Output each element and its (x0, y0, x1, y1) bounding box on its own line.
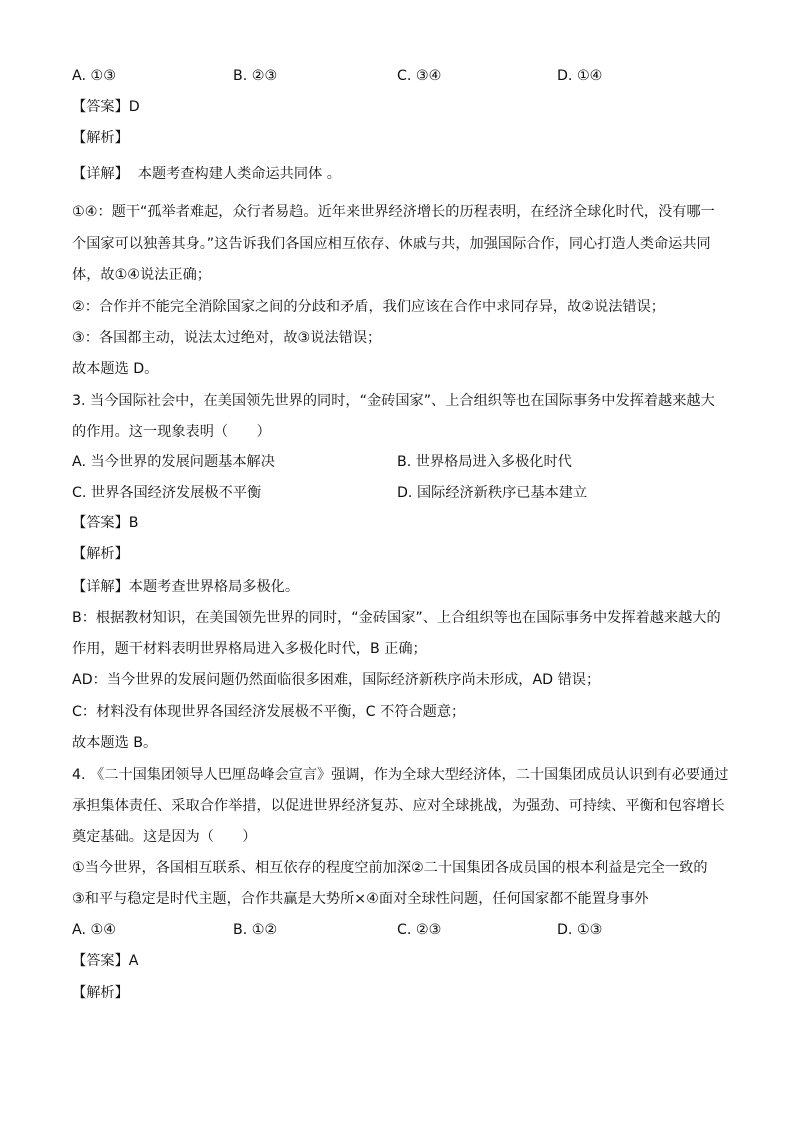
q3-stem-line: 的作用。这一现象表明（ ） (72, 424, 271, 440)
q2-analysis-label: 【解析】 (72, 130, 129, 146)
q3-option-a: A. 当今世界的发展问题基本解决 (72, 454, 275, 470)
q3-option-d: D. 国际经济新秩序已基本建立 (397, 485, 588, 501)
q4-stem-line: 4. 《二十国集团领导人巴厘岛峰会宣言》强调，作为全球大型经济体，二十国集团成员认识到有必要通过 (72, 767, 729, 783)
q3-option-c: C. 世界各国经济发展极不平衡 (72, 485, 262, 501)
detail-label: 【详解】 (72, 166, 129, 182)
q3-analysis-line: C：材料没有体现世界各国经济发展极不平衡，C 不符合题意； (72, 704, 466, 720)
answer-label: 【答案】 (72, 99, 129, 115)
q4-option-d: D. ①③ (557, 922, 603, 938)
q4-option-b: B. ①② (233, 922, 278, 938)
q2-answer (72, 97, 140, 117)
q2-option-c: C. ③④ (397, 68, 442, 84)
q2-analysis-line: 个国家可以独善其身。”这告诉我们各国应相互依存、休戚与共，加强国际合作，同心打造人类命运共同 (72, 236, 711, 252)
q3-detail: 【详解】本题考查世界格局多极化。 (72, 579, 300, 595)
q3-stem-line: 3. 当今国际社会中，在美国领先世界的同时，“金砖国家”、上合组织等也在国际事务中发挥着越来越大 (72, 393, 715, 409)
q3-analysis-line: B：根据教材知识，在美国领先世界的同时，“金砖国家”、上合组织等也在国际事务中发挥着越来越大的 (72, 610, 721, 626)
answer-label: 【答案】 (72, 515, 129, 531)
q2-analysis-line: ③：各国都主动，说法太过绝对，故③说法错误； (72, 330, 382, 346)
answer-value: D (128, 99, 140, 115)
q4-answer (72, 951, 138, 971)
answer-value: B (128, 515, 139, 531)
detail-intro: 本题考查构建人类命运共同体 。 (137, 166, 341, 182)
answer-label: 【答案】 (72, 953, 129, 969)
q4-option-c: C. ②③ (397, 922, 442, 938)
q4-statement-line: ①当今世界，各国相互联系、相互依存的程度空前加深②二十国集团各成员国的根本利益是完全一致的 (72, 860, 708, 876)
q4-statement-line: ③和平与稳定是时代主题，合作共赢是大势所×④面对全球性问题，任何国家都不能置身事外 (72, 891, 649, 907)
q2-analysis-line: 体，故①④说法正确； (72, 267, 211, 283)
q3-conclusion: 故本题选 B。 (72, 735, 158, 751)
q4-stem-line: 承担集体责任、采取合作举措，以促进世界经济复苏、应对全球挑战，为强劲、可持续、平衡和包容增长 (72, 798, 725, 814)
answer-value: A (128, 953, 139, 969)
q4-option-a: A. ①④ (72, 922, 116, 938)
q2-option-a: A. ①③ (72, 68, 116, 84)
q3-analysis-label: 【解析】 (72, 546, 129, 562)
q2-detail (72, 164, 341, 184)
q2-conclusion: 故本题选 D。 (72, 361, 159, 377)
q3-answer (72, 513, 139, 533)
q4-analysis-label: 【解析】 (72, 985, 129, 1001)
q3-analysis-line: AD：当今世界的发展问题仍然面临很多困难，国际经济新秩序尚未形成，AD 错误； (72, 672, 601, 688)
q3-option-b: B. 世界格局进入多极化时代 (397, 454, 572, 470)
q3-analysis-line: 作用，题干材料表明世界格局进入多极化时代，B 正确； (72, 641, 427, 657)
q2-analysis-line: ①④：题干“孤举者难起，众行者易趋。近年来世界经济增长的历程表明，在经济全球化时代，没有哪一 (72, 204, 715, 220)
q2-option-d: D. ①④ (557, 68, 603, 84)
q4-stem-line: 奠定基础。这是因为（ ） (72, 829, 257, 845)
q2-option-b: B. ②③ (233, 68, 278, 84)
q2-analysis-line: ②：合作并不能完全消除国家之间的分歧和矛盾，我们应该在合作中求同存异，故②说法错误； (72, 299, 665, 315)
